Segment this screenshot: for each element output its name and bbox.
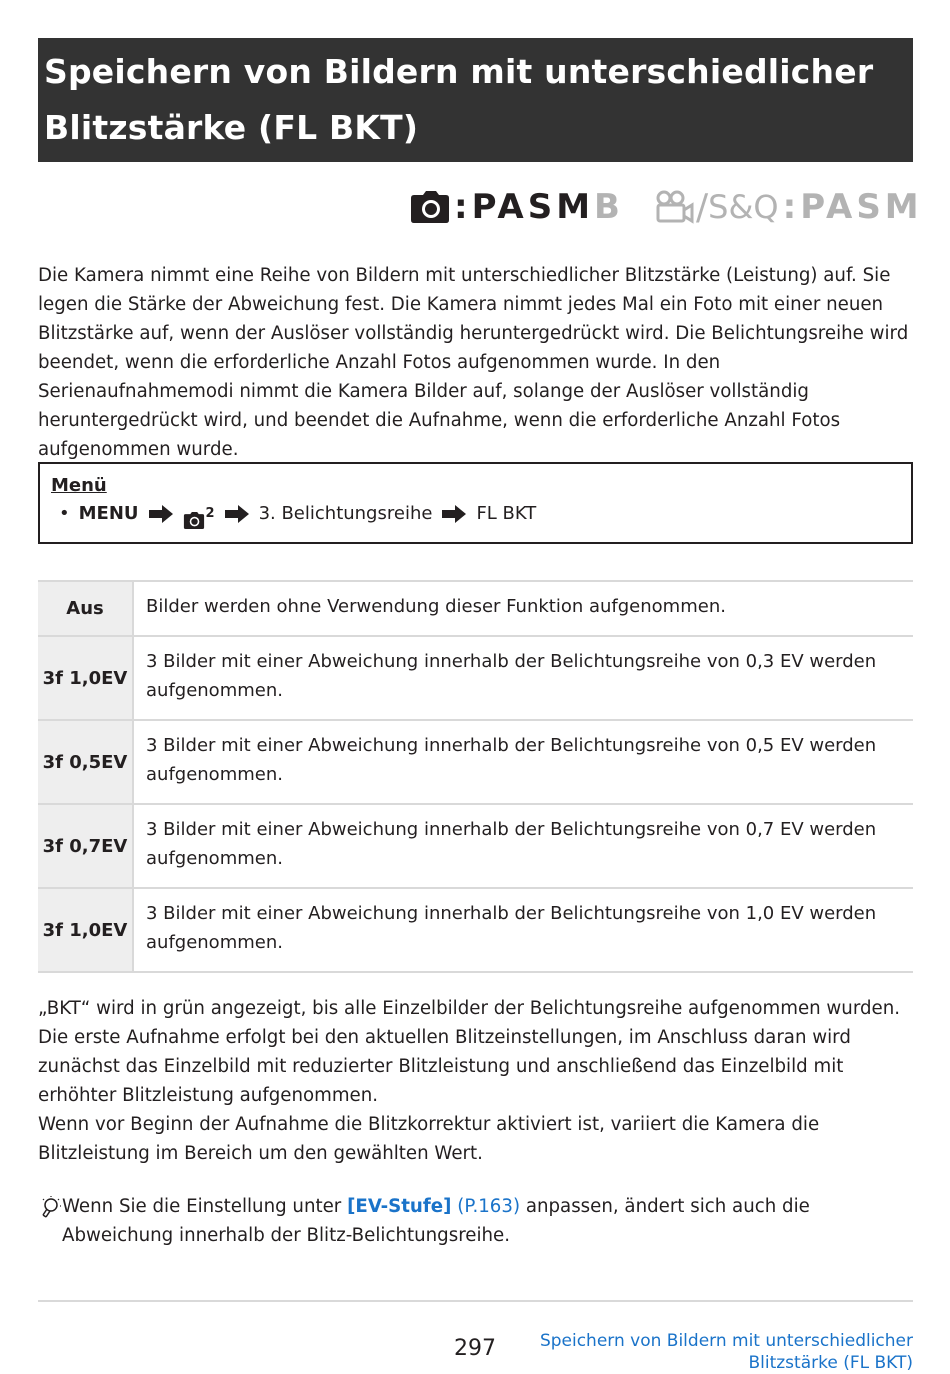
arrow-right-icon: [225, 505, 249, 523]
table-row: [38, 721, 913, 805]
option-description: Bilder werden ohne Verwendung dieser Funktion aufgenommen.: [146, 596, 726, 617]
photo-mode-separator: :: [454, 187, 468, 227]
note-paragraph-1: „BKT“ wird in grün angezeigt, bis alle Einzelbilder der Belichtungsreihe aufgenommen wurden. Die erste Aufnahme erfolgt bei den aktuellen Blitzeinstellungen, im Anschluss daran wird zunächst das Einzelbild mit reduzierter Blitzleistung und anschließend das Einzelbild mit erhöhter Blitzleistung aufgenommen.: [38, 998, 901, 1106]
movie-modes-available: PASM: [800, 187, 923, 227]
menu-setting: FL BKT: [476, 503, 537, 524]
table-row: [38, 805, 913, 889]
ev-step-link[interactable]: [EV-Stufe]: [347, 1196, 452, 1217]
page-number: 297: [454, 1336, 496, 1361]
table-row: [38, 889, 913, 973]
menu-tab-shooting2: [183, 499, 215, 529]
menu-root: MENU: [78, 503, 139, 524]
options-table: [38, 580, 913, 973]
footer-divider: [38, 1300, 913, 1302]
option-description: 3 Bilder mit einer Abweichung innerhalb der Belichtungsreihe von 0,3 EV werden aufgenommen.: [146, 651, 877, 701]
camera-icon: [183, 512, 205, 529]
movie-modes: [656, 186, 923, 228]
hint-text-before: Wenn Sie die Einstellung unter: [62, 1196, 348, 1217]
page-title-line2: Blitzstärke (FL BKT): [44, 108, 419, 147]
slow-quick-label: S&Q: [708, 188, 779, 226]
footer-section-link[interactable]: [513, 1330, 913, 1374]
intro-paragraph: Die Kamera nimmt eine Reihe von Bildern mit unterschiedlicher Blitzstärke (Leistung) auf. Sie legen die Stärke der Abweichung fest. Die Kamera nimmt jedes Mal ein Foto mit einer neuen Blitzstärke auf, wenn der Auslöser vollständig heruntergedrückt wird. Die Belichtungsreihe wird beendet, wenn die erforderliche Anzahl Fotos aufgenommen wurde. In den Serienaufnahmemodi nimmt die Kamera Bilder auf, solange der Auslöser vollständig heruntergedrückt wird, und beendet die Aufnahme, wenn die erforderliche Anzahl Fotos aufgenommen wurde.: [38, 265, 909, 460]
arrow-right-icon: [442, 505, 466, 523]
option-description: 3 Bilder mit einer Abweichung innerhalb der Belichtungsreihe von 0,7 EV werden aufgenommen.: [146, 819, 877, 869]
option-key: 3f 1,0EV: [38, 637, 134, 719]
tip-icon: [38, 1196, 62, 1220]
mode-indicator: [410, 186, 923, 228]
movie-mode-slash: /: [696, 186, 709, 228]
hint-text: [38, 1192, 916, 1250]
arrow-right-icon: [149, 505, 173, 523]
option-description: 3 Bilder mit einer Abweichung innerhalb der Belichtungsreihe von 1,0 EV werden aufgenommen.: [146, 903, 877, 953]
movie-mode-separator: :: [782, 187, 797, 227]
movie-camera-icon: [656, 190, 694, 224]
option-key: 3f 0,5EV: [38, 721, 134, 803]
hint-text-after: anpassen, ändert sich auch die Abweichung innerhalb der Blitz-Belichtungsreihe.: [62, 1196, 810, 1246]
option-description: 3 Bilder mit einer Abweichung innerhalb der Belichtungsreihe von 0,5 EV werden aufgenommen.: [146, 735, 877, 785]
menu-bullet: •: [59, 503, 70, 524]
hint-block: [38, 1192, 916, 1250]
footer-section-line1: Speichern von Bildern mit unterschiedlicher: [539, 1331, 913, 1351]
option-key: Aus: [38, 582, 134, 635]
page-reference-link[interactable]: (P.163): [457, 1196, 521, 1217]
menu-path: [59, 499, 900, 529]
menu-item: 3. Belichtungsreihe: [258, 503, 433, 524]
photo-modes: [410, 186, 624, 228]
camera-icon: [410, 191, 450, 223]
note-paragraph-2: Wenn vor Beginn der Aufnahme die Blitzkorrektur aktiviert ist, variiert die Kamera die Blitzleistung im Bereich um den gewählten Wert.: [38, 1114, 820, 1164]
photo-mode-unavailable: B: [594, 187, 624, 227]
photo-modes-available: PASM: [471, 187, 595, 227]
footer-section-line2: Blitzstärke (FL BKT): [748, 1353, 913, 1373]
menu-path-box: [38, 462, 913, 544]
title-bar: [38, 38, 913, 162]
menu-tab-index: 2: [205, 506, 215, 521]
page-title-line1: Speichern von Bildern mit unterschiedlicher: [44, 52, 874, 91]
table-row: [38, 637, 913, 721]
menu-heading: Menü: [51, 475, 107, 496]
table-row: [38, 582, 913, 637]
option-key: 3f 0,7EV: [38, 805, 134, 887]
option-key: 3f 1,0EV: [38, 889, 134, 971]
page-title: [44, 44, 903, 156]
